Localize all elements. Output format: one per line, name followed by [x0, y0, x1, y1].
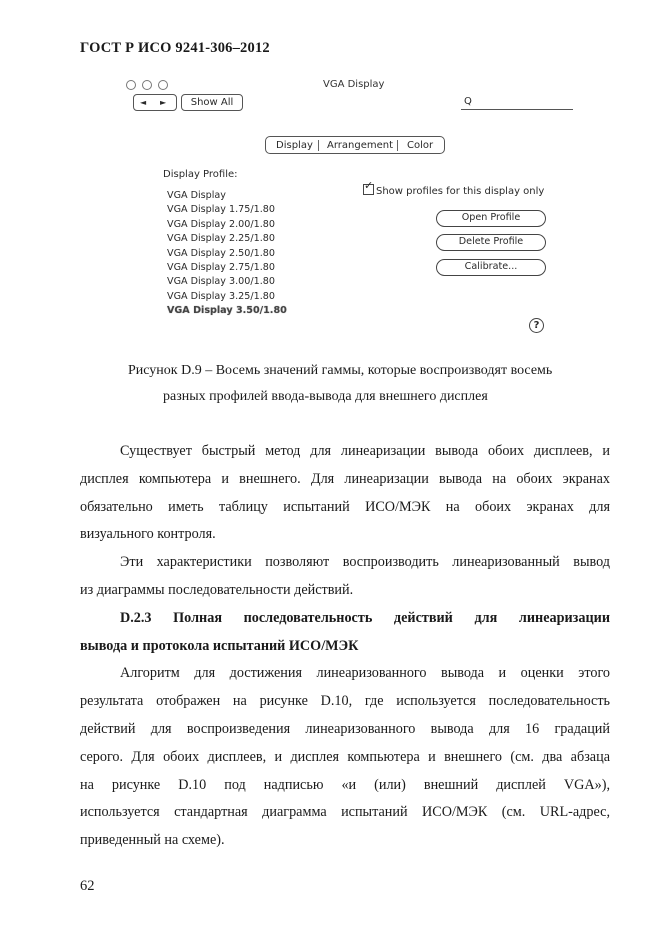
calibrate-button[interactable]: Calibrate... — [436, 259, 546, 276]
show-profiles-checkbox-row[interactable] — [363, 179, 545, 197]
window-zoom-icon[interactable] — [158, 80, 168, 90]
paragraph-line: используется стандартная диаграмма испытаний ИСО/МЭК (см. URL-адрес, — [80, 804, 610, 821]
search-input[interactable] — [461, 94, 573, 110]
section-heading-line: вывода и протокола испытаний ИСО/МЭК — [80, 637, 359, 654]
nav-back-forward-group[interactable] — [133, 94, 177, 111]
document-header: ГОСТ Р ИСО 9241-306–2012 — [80, 40, 270, 56]
paragraph-line: обязательно иметь таблицу испытаний ИСО/МЭК на обоих экранах для — [80, 498, 610, 515]
paragraph-line: на рисунке D.10 под надписью «и (или) внешний дисплей VGA»), — [80, 776, 610, 793]
open-profile-button[interactable]: Open Profile — [436, 210, 546, 227]
search-icon: Q — [464, 96, 472, 107]
display-profile-label: Display Profile: — [163, 169, 238, 180]
checkmark-icon: ✓ — [364, 179, 374, 192]
profile-list-item[interactable]: VGA Display 3.00/1.80 — [167, 276, 275, 288]
profile-list-item[interactable]: VGA Display — [167, 190, 226, 201]
profile-list — [167, 189, 287, 319]
paragraph-line: из диаграммы последовательности действий. — [80, 581, 354, 598]
paragraph-line: приведенный на схеме). — [80, 832, 225, 849]
delete-profile-button[interactable]: Delete Profile — [436, 234, 546, 251]
paragraph-line: Алгоритм для достижения линеаризованного вывода и оценки этого — [120, 665, 610, 682]
profile-list-item[interactable]: VGA Display 3.25/1.80 — [167, 290, 275, 302]
window-minimize-icon[interactable] — [142, 80, 152, 90]
show-profiles-checkbox-label: Show profiles for this display only — [376, 186, 545, 197]
profile-list-item-selected[interactable]: VGA Display 3.50/1.80 — [167, 305, 287, 317]
figure-caption-line-2: разных профилей ввода-вывода для внешнего дисплея — [163, 389, 488, 404]
help-icon[interactable]: ? — [529, 318, 544, 333]
show-profiles-checkbox[interactable] — [363, 179, 374, 195]
paragraph-line: дисплея компьютера и внешнего. Для линеаризации вывода на обоих экранах — [80, 470, 610, 487]
profile-list-item[interactable]: VGA Display 2.00/1.80 — [167, 218, 275, 230]
page-number: 62 — [80, 878, 95, 894]
window-title: VGA Display — [323, 79, 385, 90]
paragraph-line: визуального контроля. — [80, 526, 216, 543]
body-text — [80, 438, 610, 855]
profile-list-item[interactable]: VGA Display 2.25/1.80 — [167, 233, 275, 245]
profile-list-item[interactable]: VGA Display 1.75/1.80 — [167, 204, 275, 216]
tab-bar — [265, 136, 445, 154]
tab-separator — [318, 140, 319, 151]
section-heading-line: D.2.3 Полная последовательность действий для линеаризации — [120, 609, 610, 626]
forward-arrow-icon[interactable]: ► — [160, 98, 167, 107]
paragraph-line: Существует быстрый метод для линеаризации вывода обоих дисплеев, и — [120, 443, 610, 459]
paragraph-line: результата отображен на рисунке D.10, где используется последовательность — [80, 693, 610, 710]
profile-list-item[interactable]: VGA Display 2.75/1.80 — [167, 261, 275, 273]
show-all-button[interactable]: Show All — [181, 94, 243, 111]
paragraph-line: Эти характеристики позволяют воспроизводить линеаризованный вывод — [120, 554, 610, 571]
tab-display[interactable]: Display — [276, 140, 313, 151]
profile-list-item[interactable]: VGA Display 2.50/1.80 — [167, 247, 275, 259]
tab-color[interactable]: Color — [407, 140, 434, 151]
paragraph-line: действий для воспроизведения линеаризованного вывода для 16 градаций — [80, 720, 610, 737]
tab-arrangement[interactable]: Arrangement — [327, 140, 394, 151]
figure-caption-line-1: Рисунок D.9 – Восемь значений гаммы, которые воспроизводят восемь — [128, 363, 553, 378]
back-arrow-icon[interactable]: ◄ — [140, 98, 147, 107]
window-close-icon[interactable] — [126, 80, 136, 90]
vga-display-dialog-screenshot — [118, 72, 588, 340]
tab-separator — [397, 140, 398, 151]
paragraph-line: серого. Для обоих дисплеев, и дисплея компьютера и внешнего (см. два абзаца — [80, 748, 610, 765]
